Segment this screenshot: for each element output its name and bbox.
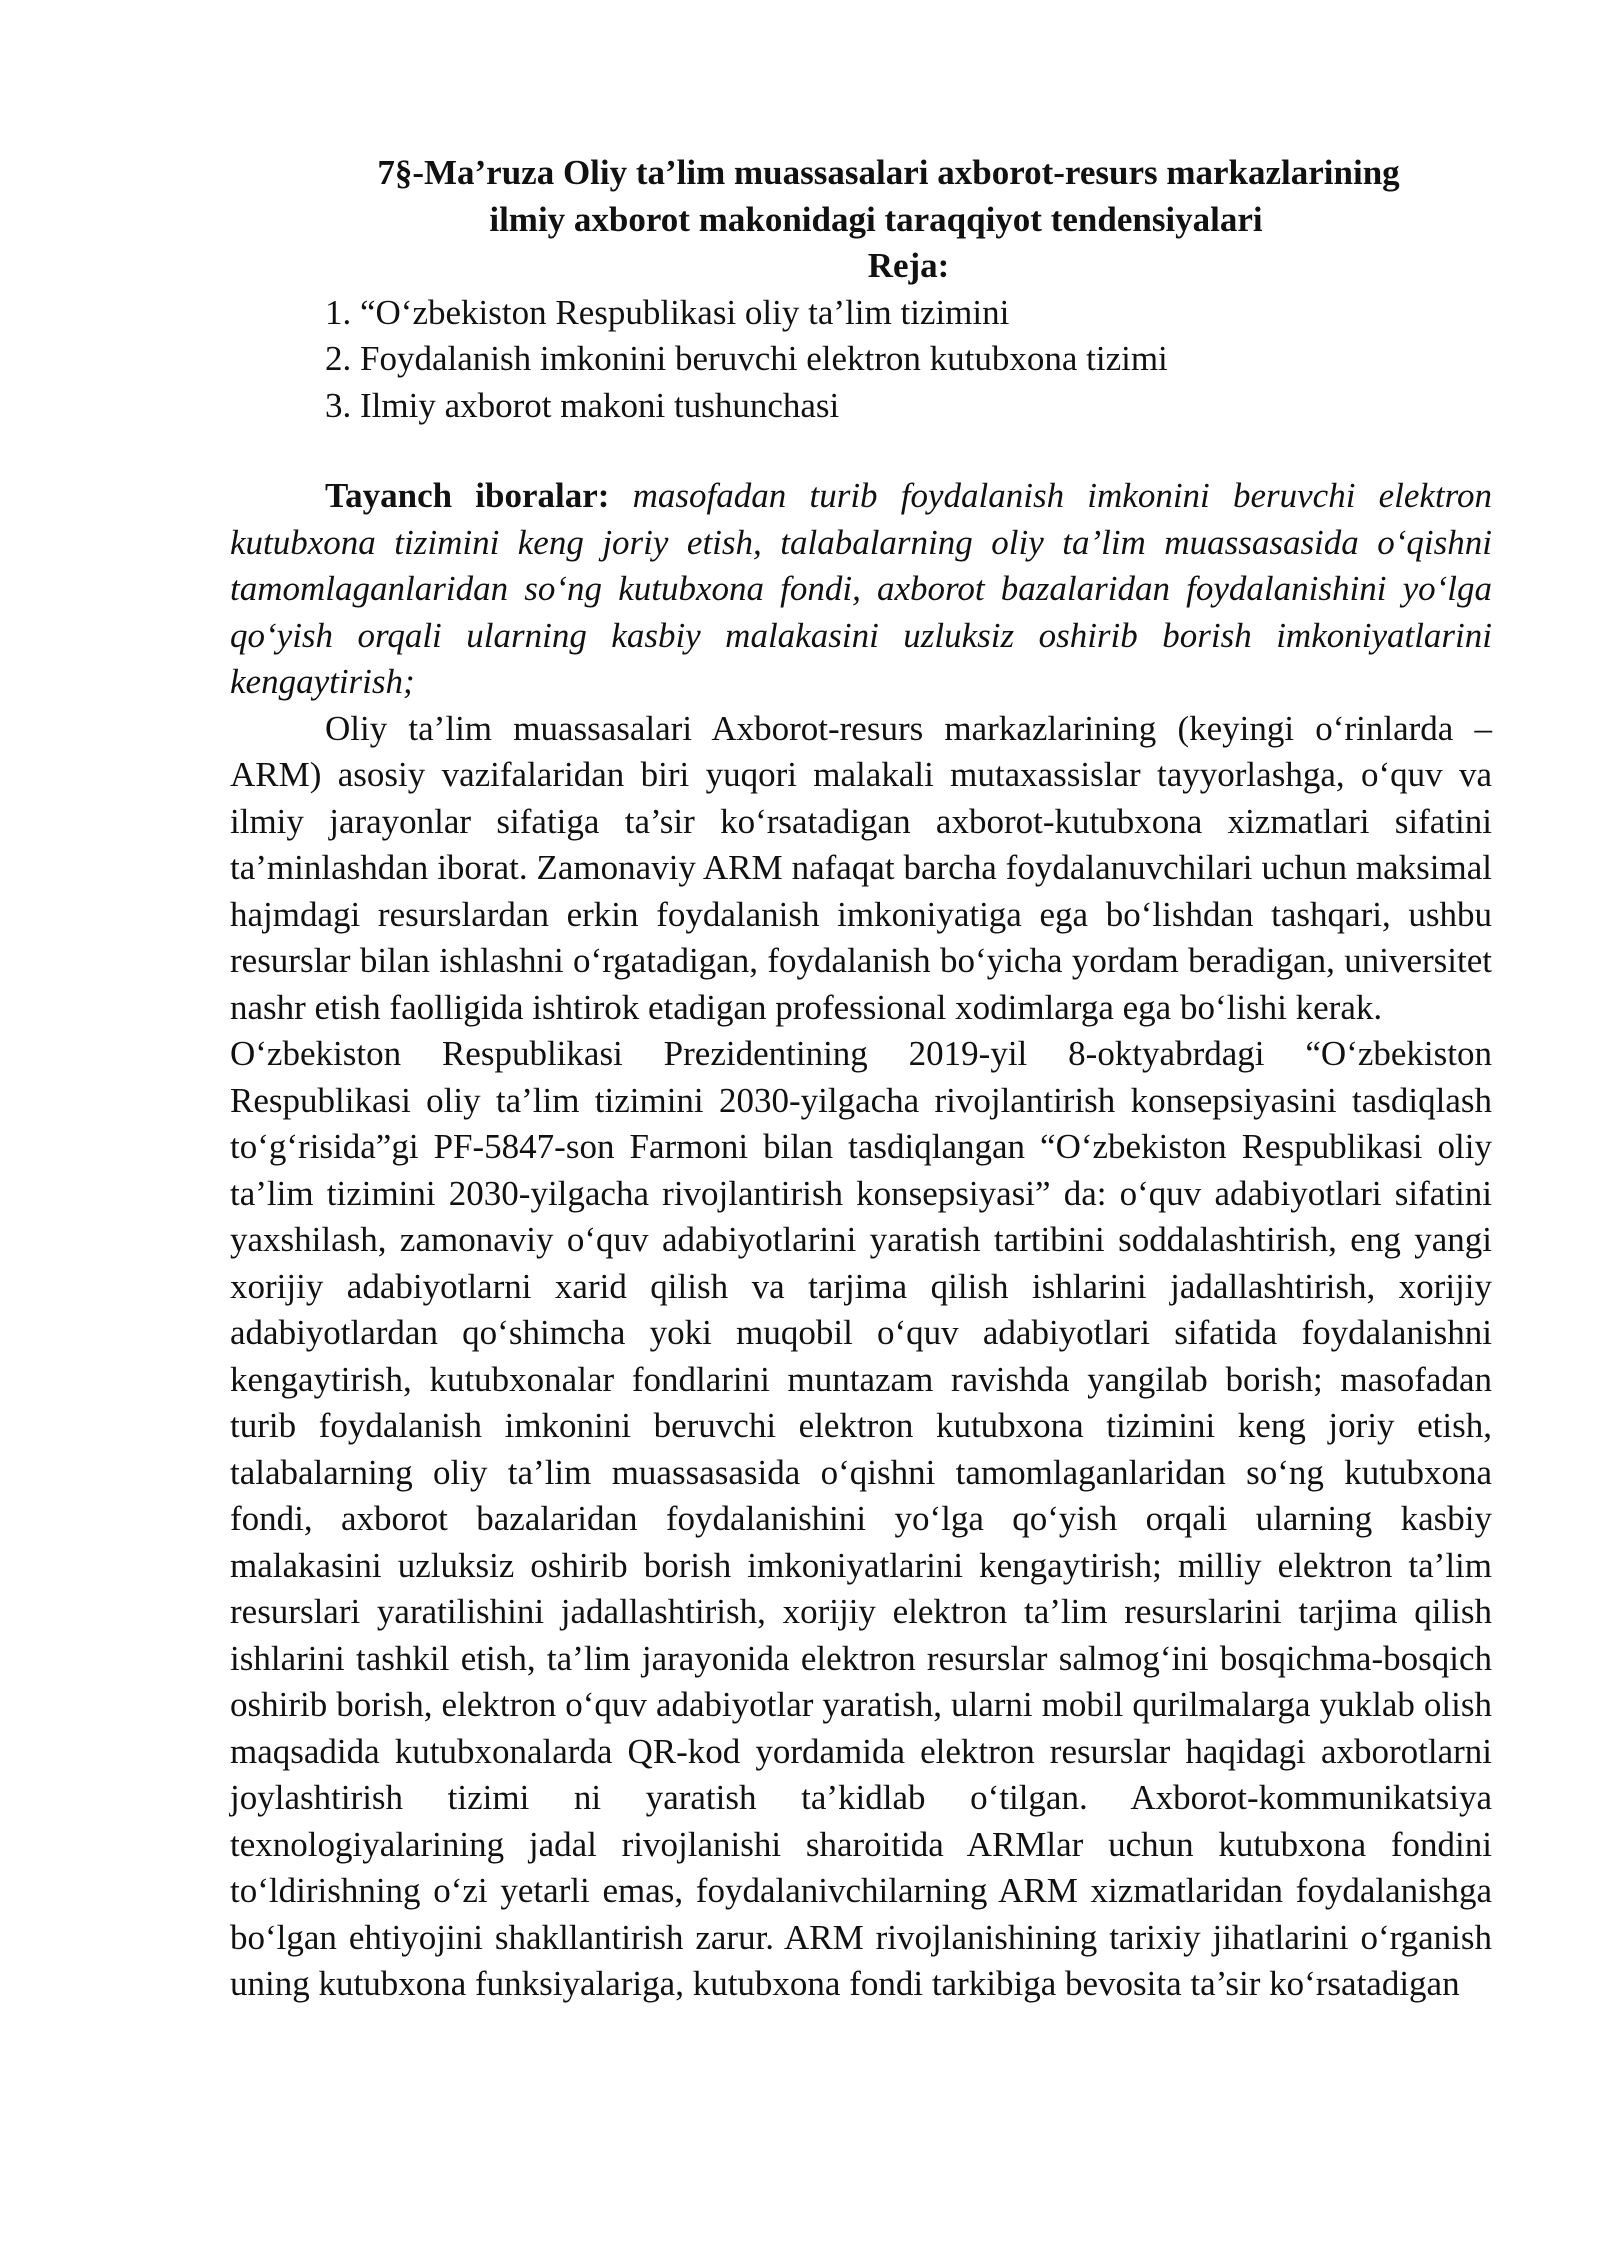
plan-list [230, 290, 1492, 430]
body-paragraph: O‘zbekiston Respublikasi Prezidentining 2019-yil 8-oktyabrdagi “O‘zbekiston Respublikasi oliy ta’lim tizimini 2030-yilgacha rivojlantirish konsepsiyasini tasdiqlash to‘g‘risida”gi PF-5847-son Farmoni bilan tasdiqlangan “O‘zbekiston Respublikasi oliy ta’lim tizimini 2030-yilgacha rivojlantirish konsepsiyasi” da: o‘quv adabiyotlari sifatini yaxshilash, zamonaviy o‘quv adabiyotlarini yaratish tartibini soddalashtirish, eng yangi xorijiy adabiyotlarni xarid qilish va tarjima qilish ishlarini jadallashtirish, xorijiy adabiyotlardan qo‘shimcha yoki muqobil o‘quv adabiyotlari sifatida foydalanishni kengaytirish, kutubxonalar fondlarini muntazam ravishda yangilab borish; masofadan turib foydalanish imkonini beruvchi elektron kutubxona tizimini keng joriy etish, talabalarning oliy ta’lim muassasasida o‘qishni tamomlaganlaridan so‘ng kutubxona fondi, axborot bazalaridan foydalanishini yo‘lga qo‘yish orqali ularning kasbiy malakasini uzluksiz oshirib borish imkoniyatlarini kengaytirish; milliy elektron ta’lim resurslari yaratilishini jadallashtirish, xorijiy elektron ta’lim resurslarini tarjima qilish ishlarini tashkil etish, ta’lim jarayonida elektron resurslar salmog‘ini bosqichma-bosqich oshirib borish, elektron o‘quv adabiyotlar yaratish, ularni mobil qurilmalarga yuklab olish maqsadida kutubxonalarda QR-kod yordamida elektron resurslar haqidagi axborotlarni joylashtirish tizimi ni yaratish ta’kidlab o‘tilgan. Axborot-kommunikatsiya texnologiyalarining jadal rivojlanishi sharoitida ARMlar uchun kutubxona fondini to‘ldirishning o‘zi yetarli emas, foydalanivchilarning ARM xizmatlaridan foydalanishga bo‘lgan ehtiyojini shakllantirish zarur. ARM rivojlanishining tarixiy jihatlarini o‘rganish uning kutubxona funksiyalariga, kutubxona fondi tarkibiga bevosita ta’sir ko‘rsatadigan [230, 1034, 1492, 2003]
lecture-title-line-1: 7§-Ma’ruza Oliy ta’lim muassasalari axborot-resurs markazlarining [377, 153, 1400, 192]
plan-heading: Reja: [867, 246, 950, 285]
keywords-paragraph [230, 473, 1492, 706]
keywords-text: masofadan turib foydalanish imkonini beruvchi elektron kutubxona tizimini keng joriy etish, talabalarning oliy ta’lim muassasasida o‘qishni tamomlaganlaridan so‘ng kutubxona fondi, axborot bazalaridan foydalanishini yo‘lga qo‘yish orqali ularning kasbiy malakasini uzluksiz oshirib borish imkoniyatlarini kengaytirish; [230, 476, 1492, 701]
body-paragraph: Oliy ta’lim muassasalari Axborot-resurs markazlarining (keyingi o‘rinlarda – ARM) asosiy vazifalaridan biri yuqori malakali mutaxassislar tayyorlashga, o‘quv va ilmiy jarayonlar sifatiga ta’sir ko‘rsatadigan axborot-kutubxona xizmatlari sifatini ta’minlashdan iborat. Zamonaviy ARM nafaqat barcha foydalanuvchilari uchun maksimal hajmdagi resurslardan erkin foydalanish imkoniyatiga ega bo‘lishdan tashqari, ushbu resurslar bilan ishlashni o‘rgatadigan, foydalanish bo‘yicha yordam beradigan, universitet nashr etish faolligida ishtirok etadigan professional xodimlarga ega bo‘lishi kerak. [230, 708, 1492, 1027]
plan-item: 3. Ilmiy axborot makoni tushunchasi [325, 385, 840, 425]
keywords-label: Tayanch iboralar: [325, 476, 610, 515]
document-page [230, 150, 1492, 2008]
plan-item: 2. Foydalanish imkonini beruvchi elektron kutubxona tizimi [325, 339, 1168, 378]
plan-item: 1. “O‘zbekiston Respublikasi oliy ta’lim tizimini [325, 292, 1010, 332]
lecture-title-line-2: ilmiy axborot makonidagi taraqqiyot tendensiyalari [489, 199, 1263, 239]
